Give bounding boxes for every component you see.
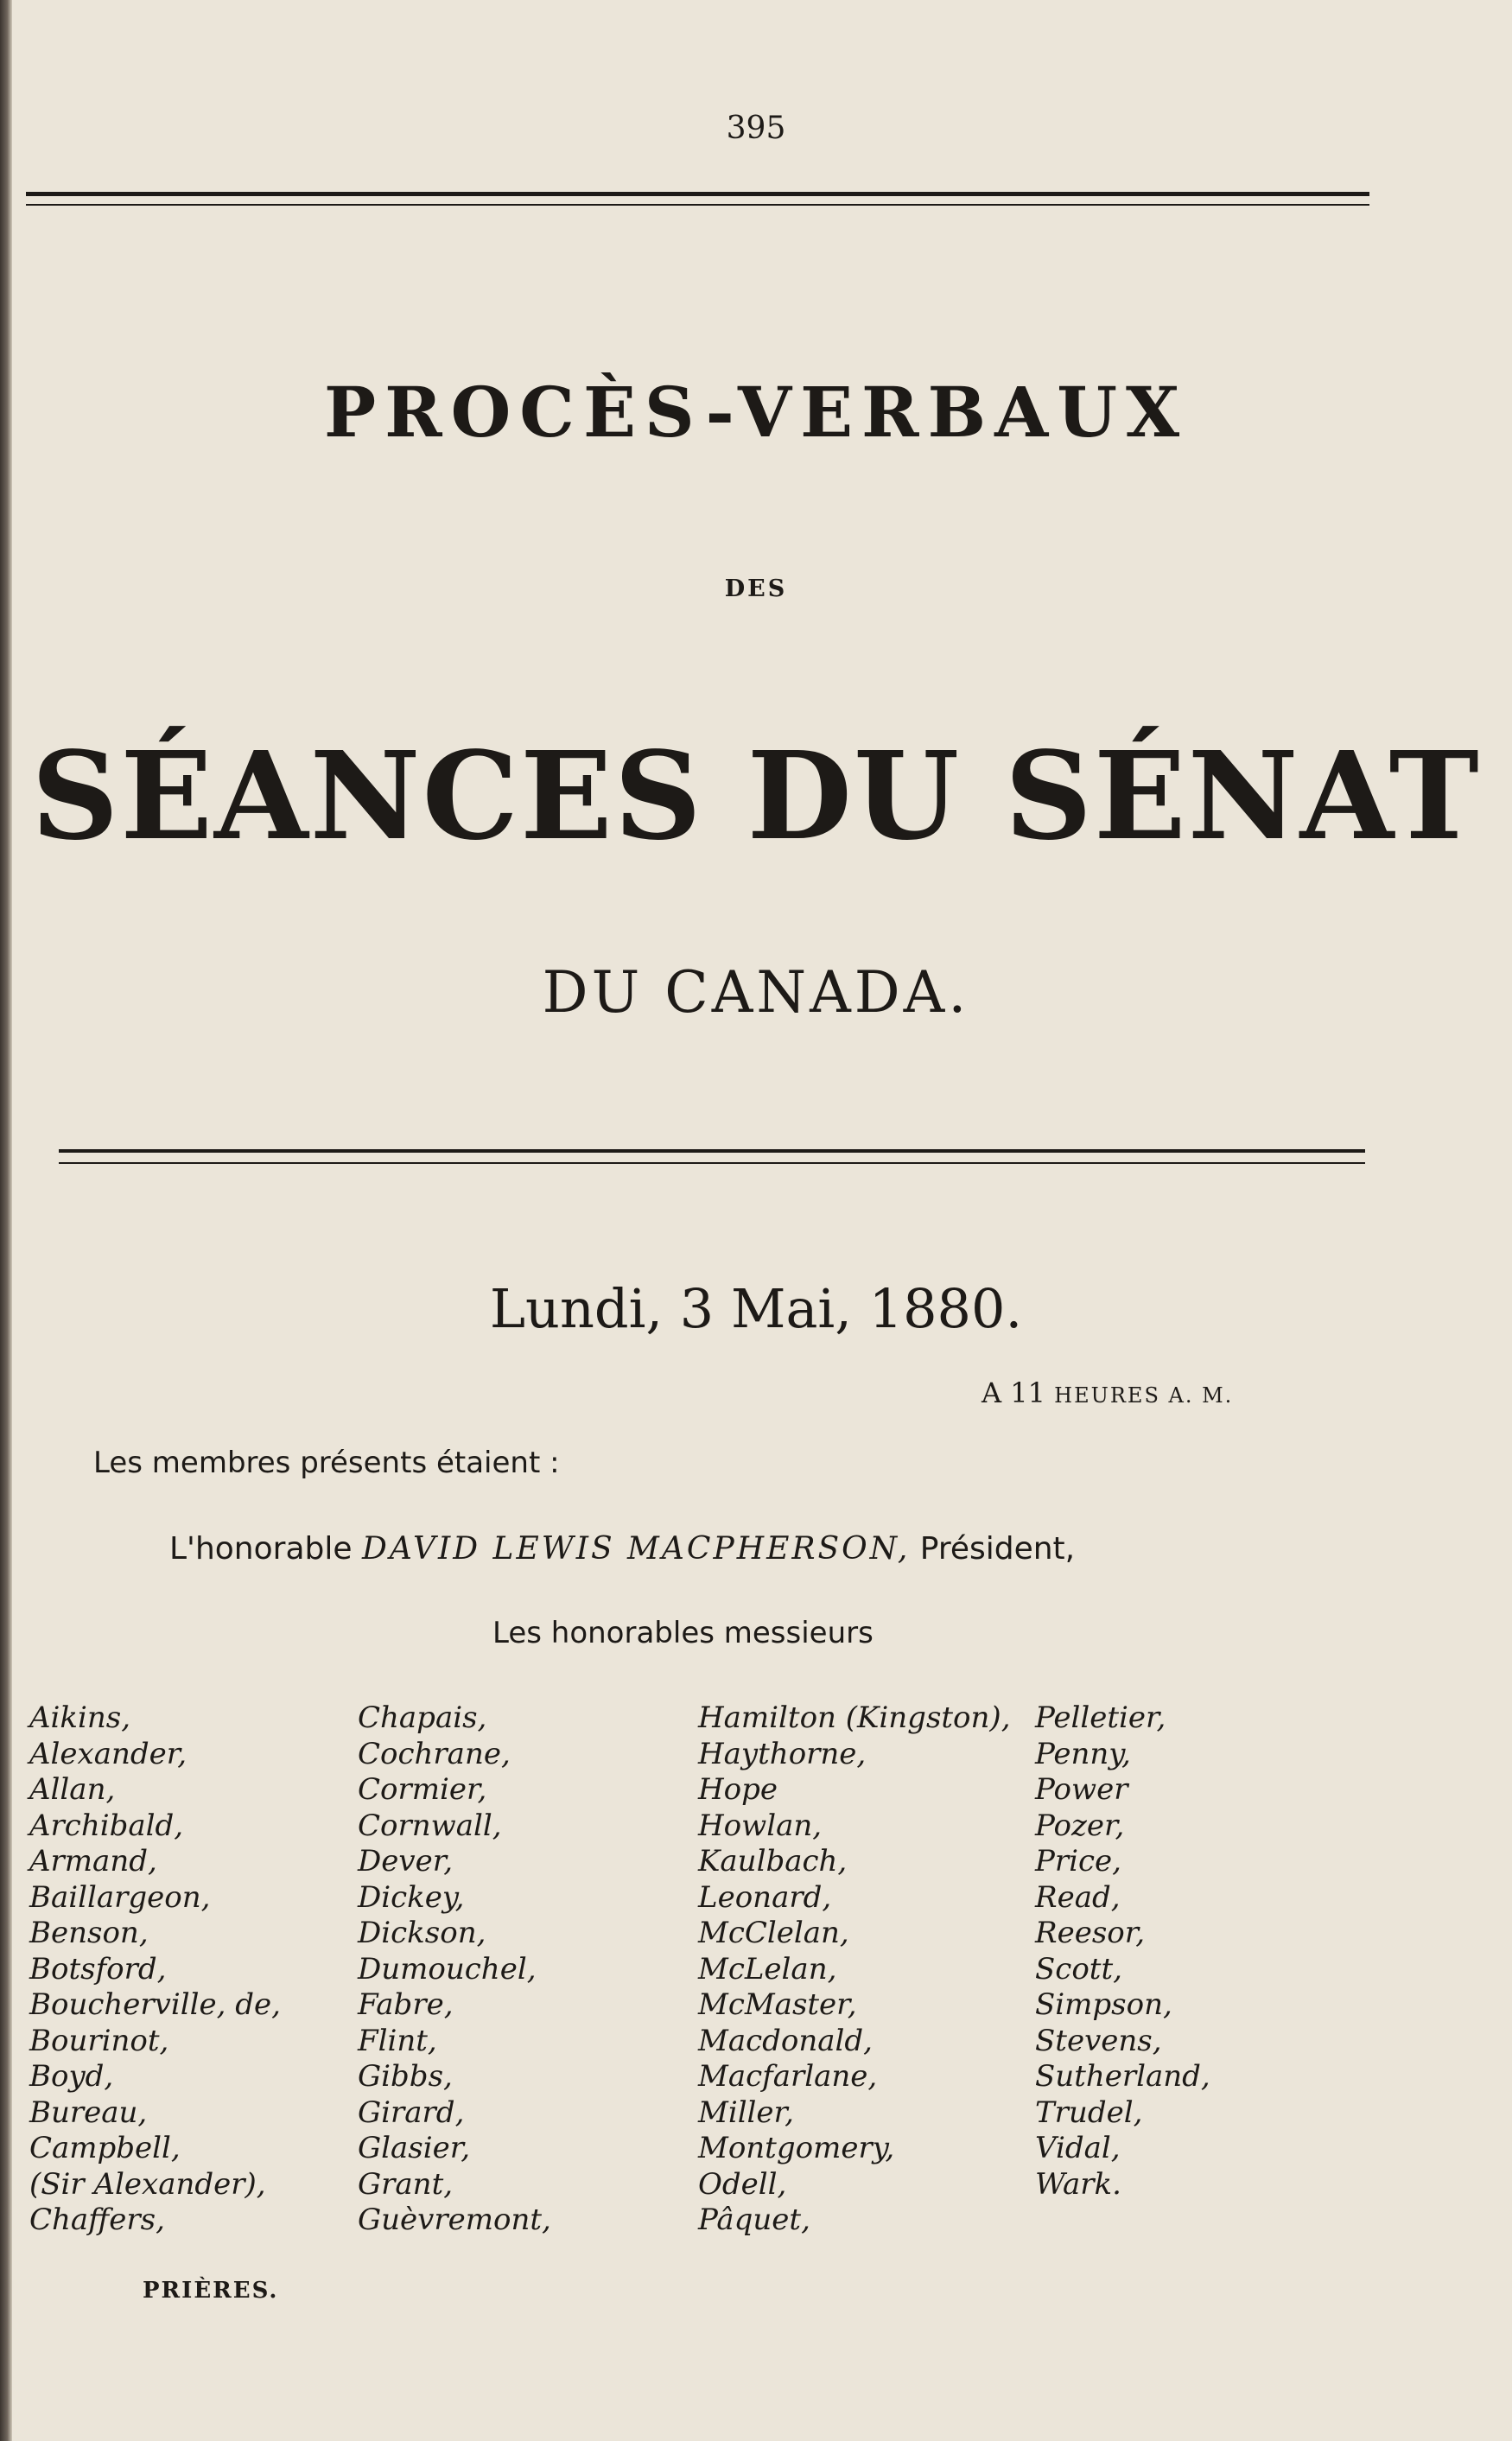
member-name: Dickey, [358, 1879, 465, 1915]
president-prefix: L'honorable [169, 1531, 362, 1567]
member-name: Grant, [358, 2166, 454, 2202]
member-name: Simpson, [1035, 1987, 1172, 2022]
member-name: Botsford, [29, 1951, 167, 1986]
member-name: Trudel, [1035, 2095, 1143, 2130]
member-name: Alexander, [29, 1736, 187, 1771]
top-rule-thick [26, 192, 1369, 196]
member-name: Chaffers, [29, 2203, 165, 2237]
member-name: Allan, [29, 1772, 116, 1807]
member-name: Aikins, [29, 1700, 131, 1735]
title-proces-verbaux: PROCÈS-VERBAUX [323, 372, 1189, 453]
session-time [982, 1376, 1233, 1409]
member-name: Price, [1035, 1844, 1121, 1878]
member-name: Howlan, [698, 1808, 823, 1843]
member-name: Chapais, [358, 1700, 487, 1735]
member-name: Miller, [698, 2095, 794, 2130]
member-name: Pozer, [1035, 1808, 1125, 1843]
member-name: Haythorne, [698, 1736, 867, 1771]
book-spine-edge [0, 0, 12, 2441]
president-line [169, 1531, 1075, 1567]
member-name: Glasier, [358, 2131, 471, 2165]
member-name: Penny, [1035, 1736, 1131, 1771]
member-name: Macfarlane, [698, 2059, 878, 2094]
member-name: Scott, [1035, 1951, 1122, 1986]
prayers-heading: PRIÈRES. [143, 2278, 279, 2304]
member-name: Cormier, [358, 1772, 487, 1807]
member-name: Stevens, [1035, 2023, 1162, 2058]
member-name: Dever, [358, 1844, 454, 1878]
members-column-3 [698, 1700, 1011, 2239]
member-name: Boyd, [29, 2059, 114, 2094]
member-name: Leonard, [698, 1879, 832, 1915]
member-name: Guèvremont, [358, 2203, 551, 2237]
member-name: Cornwall, [358, 1808, 502, 1843]
member-name: Macdonald, [698, 2023, 873, 2058]
member-name: Vidal, [1035, 2131, 1121, 2165]
member-name: Power [1035, 1772, 1128, 1807]
member-name: Montgomery, [698, 2131, 895, 2165]
time-small-caps: HEURES A. M. [1054, 1383, 1234, 1408]
member-name: Campbell, [29, 2131, 181, 2165]
mid-rule-thick [59, 1149, 1365, 1153]
top-rule-thin [26, 204, 1369, 206]
member-name: Sutherland, [1035, 2059, 1210, 2094]
member-name: Cochrane, [358, 1736, 511, 1771]
member-name: Girard, [358, 2095, 465, 2130]
members-column-4 [1035, 1700, 1210, 2203]
member-name: Benson, [29, 1916, 149, 1950]
member-name: Bureau, [29, 2095, 148, 2130]
member-name: Odell, [698, 2166, 787, 2202]
member-name: Read, [1035, 1879, 1121, 1915]
member-name: McLelan, [698, 1951, 837, 1986]
member-name: Hamilton (Kingston), [698, 1700, 1011, 1735]
member-name: Wark. [1035, 2166, 1121, 2202]
member-name: Dickson, [358, 1916, 486, 1950]
member-name: Gibbs, [358, 2059, 453, 2094]
member-name: Boucherville, de, [29, 1987, 281, 2022]
member-name: Archibald, [29, 1808, 184, 1843]
title-du-canada: DU CANADA. [542, 959, 970, 1026]
members-intro: Les membres présents étaient : [93, 1446, 560, 1480]
member-name: Flint, [358, 2023, 437, 2058]
time-prefix: A 11 [982, 1376, 1055, 1409]
page-number: 395 [726, 111, 786, 146]
member-name: Bourinot, [29, 2023, 169, 2058]
members-column-1 [29, 1700, 281, 2239]
president-name: DAVID LEWIS MACPHERSON, [361, 1531, 911, 1567]
members-column-2 [358, 1700, 551, 2239]
member-name: Fabre, [358, 1987, 454, 2022]
member-name: Reesor, [1035, 1916, 1146, 1950]
member-name: Armand, [29, 1844, 157, 1878]
member-name: (Sir Alexander), [29, 2166, 266, 2202]
member-name: Pelletier, [1035, 1700, 1166, 1735]
member-name: Dumouchel, [358, 1951, 537, 1986]
member-name: Baillargeon, [29, 1879, 211, 1915]
member-name: Kaulbach, [698, 1844, 848, 1878]
mid-rule-thin [59, 1162, 1365, 1164]
president-title: Président, [910, 1531, 1076, 1567]
member-name: McClelan, [698, 1916, 849, 1950]
title-seances-du-senat: SÉANCES DU SÉNAT [31, 726, 1481, 868]
member-name: Pâquet, [698, 2203, 810, 2237]
date-heading: Lundi, 3 Mai, 1880. [489, 1277, 1023, 1340]
title-des: DES [724, 575, 788, 602]
honorables-header: Les honorables messieurs [492, 1616, 874, 1650]
member-name: McMaster, [698, 1987, 857, 2022]
member-name: Hope [698, 1772, 778, 1807]
